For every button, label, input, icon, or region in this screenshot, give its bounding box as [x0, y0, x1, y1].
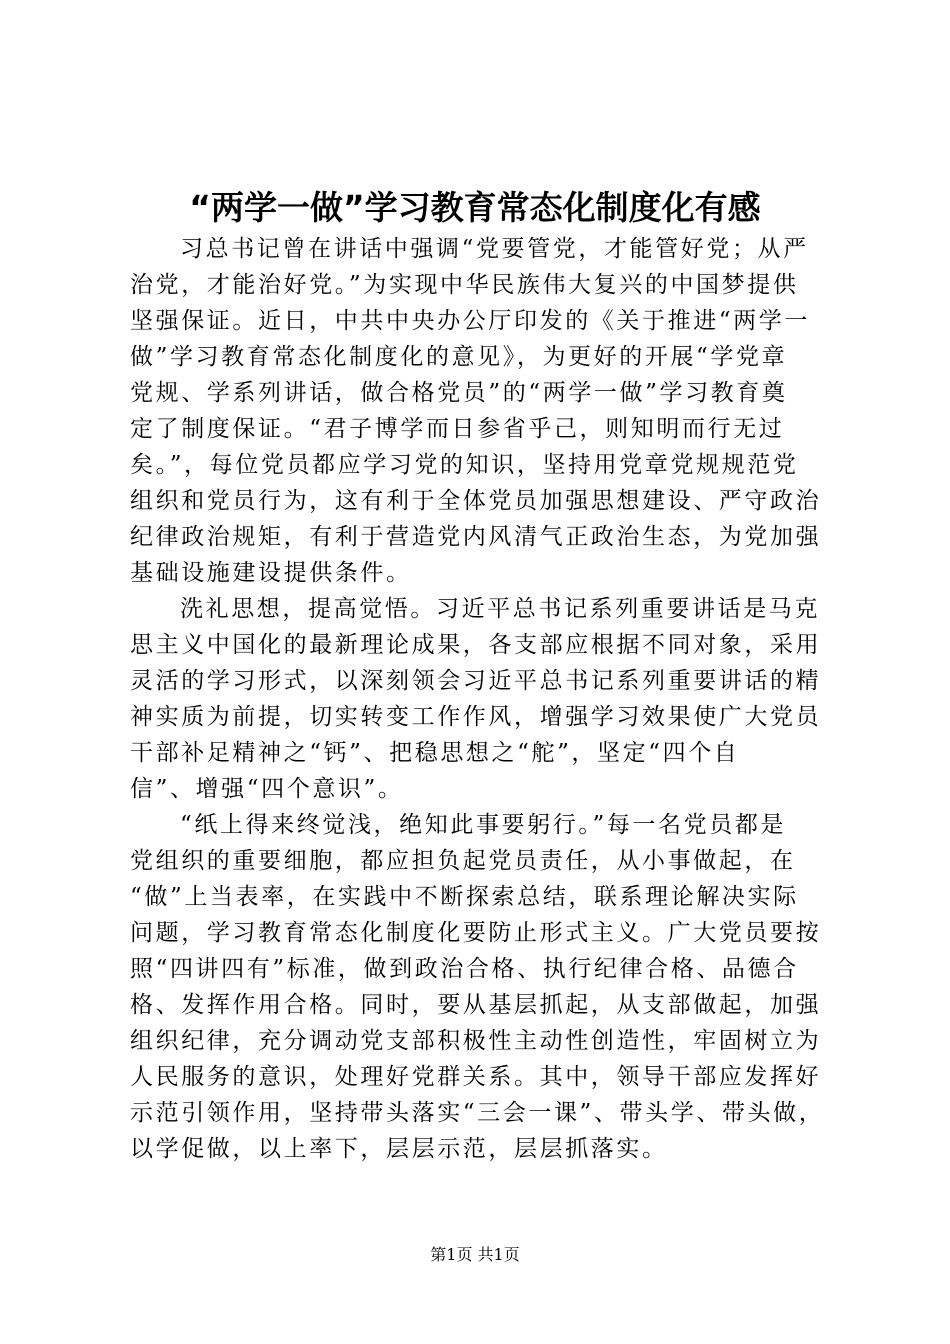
paragraph-line: 照“四讲四有”标准，做到政治合格、执行纪律合格、品德合 [130, 956, 799, 982]
paragraph-line: 示范引领作用，坚持带头落实“三会一课”、带头学、带头做， [130, 1100, 825, 1126]
paragraph-line: 格、发挥作用合格。同时，要从基层抓起，从支部做起，加强 [130, 992, 822, 1018]
paragraph-line: 党规、学系列讲话，做合格党员”的“两学一做”学习教育奠 [130, 380, 788, 406]
paragraph-line: 矣。”，每位党员都应学习党的知识，坚持用党章党规规范党 [130, 452, 799, 478]
paragraph-line: “纸上得来终觉浅，绝知此事要躬行。”每一名党员都是 [180, 812, 787, 838]
paragraph-line: “做”上当表率，在实践中不断探索总结，联系理论解决实际 [130, 884, 799, 910]
paragraph-line: 定了制度保证。“君子博学而日参省乎己，则知明而行无过 [130, 416, 785, 442]
paragraph-line: 以学促做，以上率下，层层示范，层层抓落实。 [130, 1136, 668, 1162]
paragraph-line: 灵活的学习形式，以深刻领会习近平总书记系列重要讲话的精 [130, 668, 822, 694]
paragraph-line: 基础设施建设提供条件。 [130, 560, 412, 586]
paragraph-line: 神实质为前提，切实转变工作作风，增强学习效果使广大党员 [130, 704, 822, 730]
paragraph-line: 问题，学习教育常态化制度化要防止形式主义。广大党员要按 [130, 920, 822, 946]
paragraph-line: 习总书记曾在讲话中强调“党要管党，才能管好党；从严 [180, 236, 809, 262]
document-title: “两学一做”学习教育常态化制度化有感 [189, 188, 761, 227]
paragraph-line: 洗礼思想，提高觉悟。习近平总书记系列重要讲话是马克 [180, 596, 820, 622]
paragraph-line: 党组织的重要细胞，都应担负起党员责任，从小事做起，在 [130, 848, 796, 874]
paragraph-line: 组织纪律，充分调动党支部积极性主动性创造性，牢固树立为 [130, 1028, 822, 1054]
paragraph-line: 组织和党员行为，这有利于全体党员加强思想建设、严守政治 [130, 488, 822, 514]
paragraph-3 [130, 807, 842, 1167]
paragraph-line: 信”、增强“四个意识”。 [130, 776, 404, 802]
paragraph-line: 治党，才能治好党。”为实现中华民族伟大复兴的中国梦提供 [130, 272, 799, 298]
paragraph-line: 思主义中国化的最新理论成果，各支部应根据不同对象，采用 [130, 632, 822, 658]
paragraph-line: 坚强保证。近日，中共中央办公厅印发的《关于推进“两学一 [130, 308, 810, 334]
paragraph-2 [130, 591, 842, 807]
paragraph-line: 纪律政治规矩，有利于营造党内风清气正政治生态，为党加强 [130, 524, 822, 550]
page-footer: 第1页 共1页 [430, 1245, 520, 1264]
paragraph-line: 做”学习教育常态化制度化的意见》，为更好的开展“学党章 [130, 344, 788, 370]
paragraph-1 [130, 231, 842, 591]
paragraph-line: 干部补足精神之“钙”、把稳思想之“舵”，坚定“四个自 [130, 740, 740, 766]
document-body [130, 231, 842, 1167]
paragraph-line: 人民服务的意识，处理好党群关系。其中，领导干部应发挥好 [130, 1064, 822, 1090]
